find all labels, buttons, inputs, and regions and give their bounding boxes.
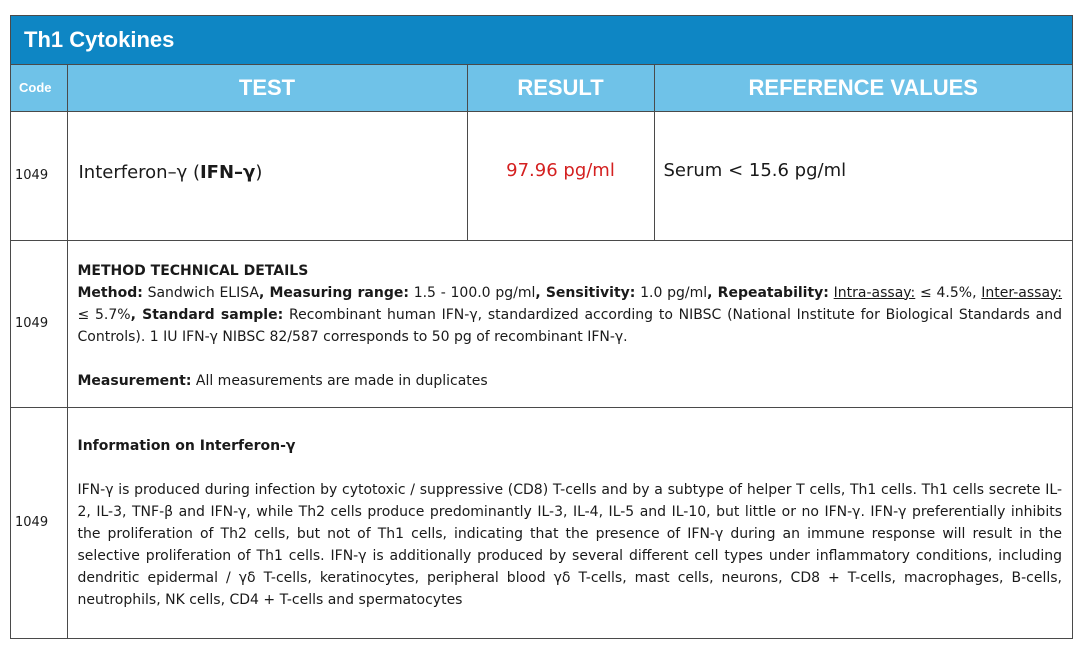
test-name (67, 111, 467, 240)
test-name-text: Interferon–γ ( (78, 162, 200, 183)
results-table (11, 65, 1072, 638)
measurement-line (78, 370, 1063, 392)
repeatability-label: , Repeatability: (707, 284, 829, 301)
row-code: 1049 (11, 111, 67, 240)
test-abbrev: IFN–γ (199, 162, 256, 183)
range-value: 1.5 - 100.0 pg/ml (408, 284, 536, 301)
row-code: 1049 (11, 240, 67, 407)
sensitivity-label: , Sensitivity: (535, 284, 636, 301)
row-code: 1049 (11, 407, 67, 638)
method-paragraph (78, 282, 1063, 348)
info-heading: Information on Interferon-γ (77, 437, 296, 454)
section-title: Th1 Cytokines (11, 16, 1072, 65)
intra-assay-label: Intra-assay: (833, 284, 916, 301)
standard-sample-label: , Standard sample: (130, 306, 284, 323)
standard-sample-value: Recombinant human IFN-γ, standardized according to NIBSC (National Institute for Biological Standards and Controls). 1 IU IFN-γ NIBSC 82/587 corresponds to 50 pg of recombinant IFN-γ. (77, 306, 1062, 345)
result-row (11, 111, 1072, 240)
measurement-label: Measurement: (77, 372, 192, 389)
result-value: 97.96 pg/ml (467, 111, 654, 240)
method-value: Sandwich ELISA (142, 284, 259, 301)
report-table (10, 15, 1073, 639)
info-details (67, 407, 1072, 638)
reference-value: Serum < 15.6 pg/ml (654, 111, 1072, 240)
test-name-close: ) (255, 162, 263, 183)
header-test: TEST (67, 65, 467, 111)
inter-assay-label: Inter-assay: (981, 284, 1063, 301)
method-details (67, 240, 1072, 407)
header-row (11, 65, 1072, 111)
method-heading: METHOD TECHNICAL DETAILS (77, 262, 309, 279)
sensitivity-value: 1.0 pg/ml (635, 284, 708, 301)
range-label: , Measuring range: (258, 284, 409, 301)
method-label: Method: (77, 284, 143, 301)
intra-assay-value: ≤ 4.5%, (915, 284, 982, 301)
header-result: RESULT (467, 65, 654, 111)
info-body: IFN-γ is produced during infection by cytotoxic / suppressive (CD8) T-cells and by a subtype of helper T cells, Th1 cells. Th1 cells secrete IL-2, IL-3, TNF-β and IFN-γ, while Th2 cells produce predominantly IL-3, IL-4, IL-5 and IL-10, but little or no IFN-γ. IFN-γ preferentially inhibits the proliferation of Th2 cells, but not of Th1 cells, indicating that the presence of IFN-γ during an immune response will result in the selective proliferation of Th1 cells. IFN-γ is additionally produced by several different cell types under inflammatory conditions, including dendritic epidermal / γδ T-cells, keratinocytes, peripheral blood γδ T-cells, mast cells, neurons, CD8 + T-cells, macrophages, B-cells, neutrophils, NK cells, CD4 + T-cells and spermatocytes (77, 481, 1062, 608)
header-reference: REFERENCE VALUES (654, 65, 1072, 111)
info-row (11, 407, 1072, 638)
header-code: Code (11, 65, 67, 111)
measurement-value: All measurements are made in duplicates (191, 372, 488, 389)
method-row (11, 240, 1072, 407)
inter-assay-value: ≤ 5.7% (77, 306, 131, 323)
